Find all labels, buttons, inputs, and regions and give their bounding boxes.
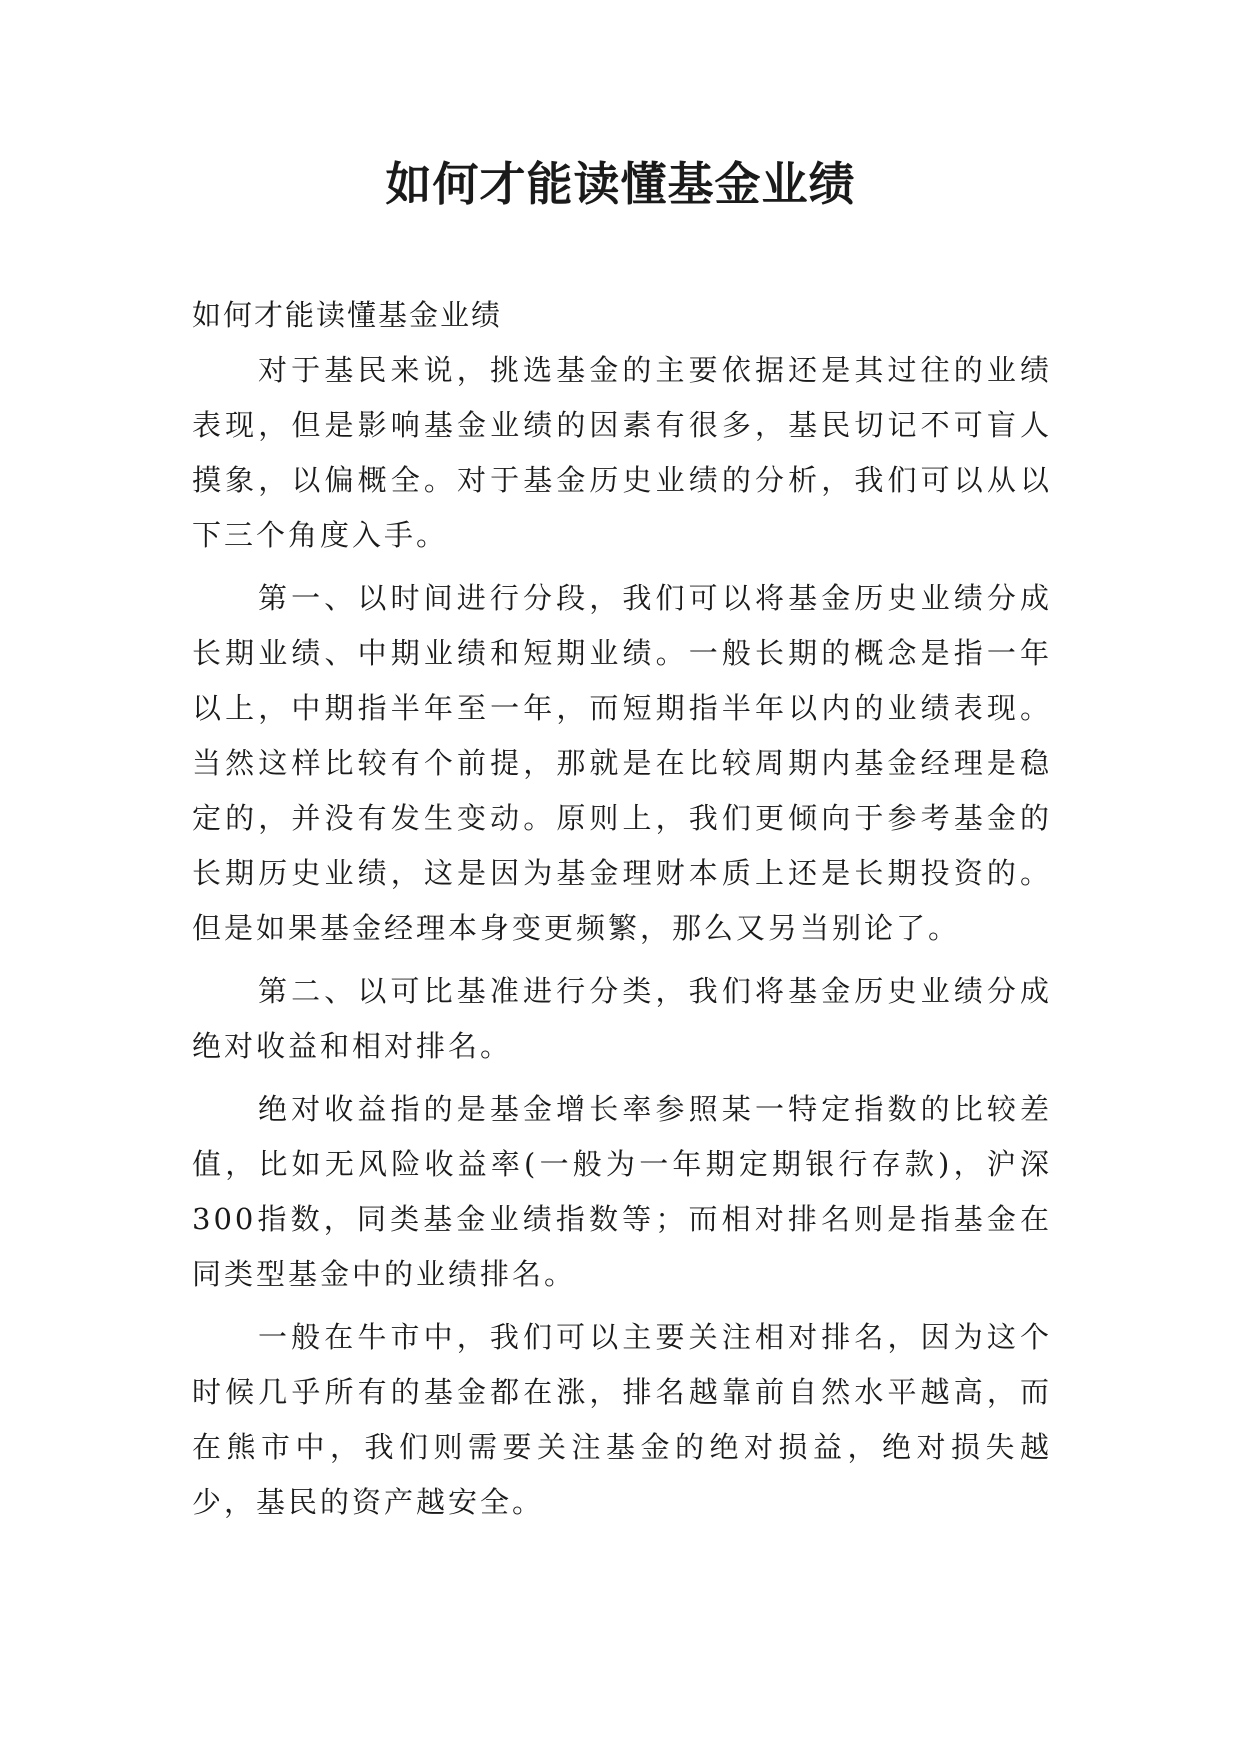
- paragraph-second-point: 第二、以可比基准进行分类，我们将基金历史业绩分成绝对收益和相对排名。: [192, 974, 1052, 1063]
- document-subtitle: 如何才能读懂基金业绩: [192, 298, 503, 332]
- paragraph-first-point: 第一、以时间进行分段，我们可以将基金历史业绩分成长期业绩、中期业绩和短期业绩。一般长期的概念是指一年以上，中期指半年至一年，而短期指半年以内的业绩表现。当然这样比较有个前提，那就是在比较周期内基金经理是稳定的，并没有发生变动。原则上，我们更倾向于参考基金的长期历史业绩，这是因为基金理财本质上还是长期投资的。但是如果基金经理本身变更频繁，那么又另当别论了。: [192, 581, 1052, 945]
- paragraph-bull-bear: 一般在牛市中，我们可以主要关注相对排名，因为这个时候几乎所有的基金都在涨，排名越靠前自然水平越高，而在熊市中，我们则需要关注基金的绝对损益，绝对损失越少，基民的资产越安全。: [192, 1320, 1052, 1519]
- paragraph-absolute-return: 绝对收益指的是基金增长率参照某一特定指数的比较差值，比如无风险收益率(一般为一年期定期银行存款)，沪深300指数，同类基金业绩指数等；而相对排名则是指基金在同类型基金中的业绩排名。: [192, 1092, 1052, 1291]
- paragraph-intro: 对于基民来说，挑选基金的主要依据还是其过往的业绩表现，但是影响基金业绩的因素有很多，基民切记不可盲人摸象，以偏概全。对于基金历史业绩的分析，我们可以从以下三个角度入手。: [192, 353, 1052, 552]
- document-title: 如何才能读懂基金业绩: [385, 157, 856, 211]
- document-body: [192, 288, 1052, 1530]
